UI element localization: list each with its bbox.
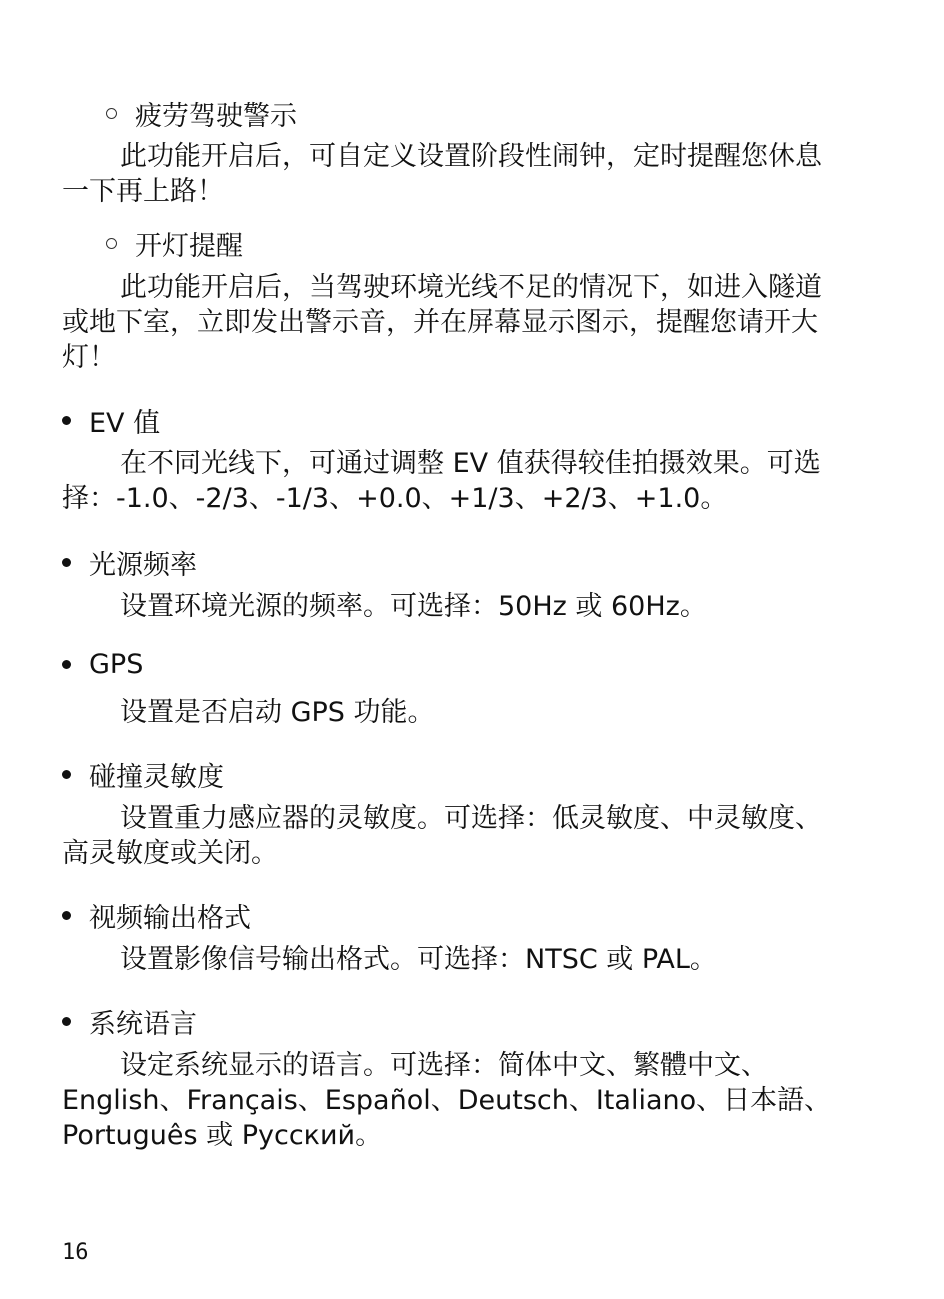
- ev-heading: [62, 401, 160, 440]
- ev-description: 在不同光线下，可通过调整 EV 值获得较佳拍摄效果。可选 择：-1.0、-2/3、-1/3、+0.0、+1/3、+2/3、+1.0。: [62, 448, 821, 514]
- bullet-icon: [62, 660, 71, 669]
- light-frequency-title: 光源频率: [89, 550, 197, 581]
- gps-description: 设置是否启动 GPS 功能。: [120, 697, 435, 728]
- video-output-heading: [62, 896, 251, 935]
- headlight-reminder-description: 此功能开启后，当驾驶环境光线不足的情况下，如进入隧道 或地下室，立即发出警示音，并在屏幕显示图示，提醒您请开大 灯！: [62, 272, 822, 373]
- video-output-description: 设置影像信号输出格式。可选择：NTSC 或 PAL。: [120, 944, 717, 975]
- circle-bullet-icon: [106, 108, 117, 119]
- collision-sensitivity-description: 设置重力感应器的灵敏度。可选择：低灵敏度、中灵敏度、 高灵敏度或关闭。: [62, 803, 822, 869]
- gps-title: GPS: [89, 649, 144, 680]
- system-language-title: 系统语言: [89, 1009, 197, 1040]
- bullet-icon: [62, 770, 71, 779]
- video-output-title: 视频输出格式: [89, 903, 251, 934]
- bullet-icon: [62, 416, 71, 425]
- bullet-icon: [62, 558, 71, 567]
- headlight-reminder-heading: [106, 224, 243, 263]
- page-number: 16: [62, 1240, 89, 1265]
- light-frequency-heading: [62, 543, 197, 582]
- fatigue-warning-title: 疲劳驾驶警示: [135, 101, 297, 132]
- bullet-icon: [62, 1017, 71, 1026]
- collision-sensitivity-title: 碰撞灵敏度: [89, 762, 224, 793]
- system-language-description: 设定系统显示的语言。可选择：简体中文、繁體中文、 English、Français、Español、Deutsch、Italiano、日本語、 Português 或 Русский。: [62, 1050, 832, 1151]
- collision-sensitivity-heading: [62, 755, 224, 794]
- headlight-reminder-title: 开灯提醒: [135, 231, 243, 262]
- gps-heading: [62, 649, 143, 680]
- system-language-heading: [62, 1002, 197, 1041]
- light-frequency-description: 设置环境光源的频率。可选择：50Hz 或 60Hz。: [120, 591, 707, 622]
- fatigue-warning-description: 此功能开启后，可自定义设置阶段性闹钟，定时提醒您休息 一下再上路！: [62, 141, 822, 207]
- fatigue-warning-heading: [106, 94, 297, 133]
- circle-bullet-icon: [106, 238, 117, 249]
- ev-title: EV 值: [89, 408, 161, 439]
- bullet-icon: [62, 911, 71, 920]
